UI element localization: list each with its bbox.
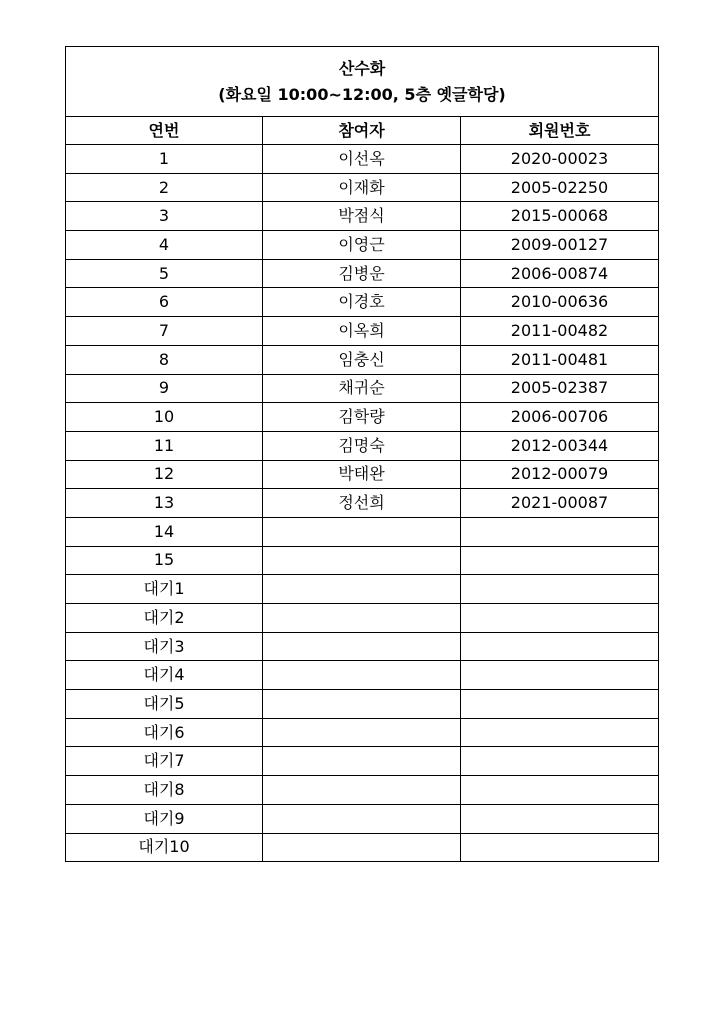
row-number: 대기3 xyxy=(66,632,263,661)
row-number: 6 xyxy=(66,288,263,317)
table-row xyxy=(66,690,659,719)
member-id xyxy=(461,804,659,833)
member-id: 2012-00344 xyxy=(461,431,659,460)
row-number: 대기7 xyxy=(66,747,263,776)
participant-name xyxy=(263,604,461,633)
row-number: 9 xyxy=(66,374,263,403)
row-number: 대기2 xyxy=(66,604,263,633)
table-row xyxy=(66,374,659,403)
member-id xyxy=(461,747,659,776)
document-title xyxy=(66,47,659,117)
table-row xyxy=(66,517,659,546)
row-number: 대기4 xyxy=(66,661,263,690)
table-row xyxy=(66,288,659,317)
participant-name xyxy=(263,804,461,833)
table-row xyxy=(66,804,659,833)
member-id: 2005-02387 xyxy=(461,374,659,403)
table-row xyxy=(66,546,659,575)
member-id: 2021-00087 xyxy=(461,489,659,518)
header-number: 연번 xyxy=(66,117,263,145)
table-row xyxy=(66,345,659,374)
member-id: 2015-00068 xyxy=(461,202,659,231)
table-row xyxy=(66,575,659,604)
row-number: 7 xyxy=(66,317,263,346)
row-number: 13 xyxy=(66,489,263,518)
member-id xyxy=(461,546,659,575)
table-row xyxy=(66,431,659,460)
participant-name xyxy=(263,747,461,776)
table-row xyxy=(66,747,659,776)
participant-name xyxy=(263,632,461,661)
member-id xyxy=(461,517,659,546)
row-number: 대기5 xyxy=(66,690,263,719)
table-row xyxy=(66,403,659,432)
row-number: 12 xyxy=(66,460,263,489)
participant-name xyxy=(263,517,461,546)
participant-name: 임충신 xyxy=(263,345,461,374)
member-id xyxy=(461,575,659,604)
participant-name: 박태완 xyxy=(263,460,461,489)
title-row xyxy=(66,47,659,117)
table-row xyxy=(66,718,659,747)
member-id: 2011-00481 xyxy=(461,345,659,374)
participant-name: 이영근 xyxy=(263,231,461,260)
table-row xyxy=(66,489,659,518)
row-number: 대기10 xyxy=(66,833,263,862)
participant-name xyxy=(263,718,461,747)
roster-table xyxy=(65,46,659,862)
participant-name xyxy=(263,661,461,690)
table-row xyxy=(66,173,659,202)
participant-name: 이옥희 xyxy=(263,317,461,346)
table-row xyxy=(66,833,659,862)
participant-name: 김명숙 xyxy=(263,431,461,460)
participant-name: 김학량 xyxy=(263,403,461,432)
row-number: 대기1 xyxy=(66,575,263,604)
member-id: 2011-00482 xyxy=(461,317,659,346)
participant-name xyxy=(263,690,461,719)
row-number: 대기9 xyxy=(66,804,263,833)
member-id xyxy=(461,776,659,805)
row-number: 5 xyxy=(66,259,263,288)
row-number: 대기6 xyxy=(66,718,263,747)
table-row xyxy=(66,202,659,231)
member-id: 2006-00874 xyxy=(461,259,659,288)
member-id: 2010-00636 xyxy=(461,288,659,317)
participant-name: 박점식 xyxy=(263,202,461,231)
participant-name xyxy=(263,575,461,604)
participant-name xyxy=(263,776,461,805)
member-id xyxy=(461,690,659,719)
table-row xyxy=(66,145,659,174)
row-number: 15 xyxy=(66,546,263,575)
member-id: 2012-00079 xyxy=(461,460,659,489)
row-number: 10 xyxy=(66,403,263,432)
member-id xyxy=(461,604,659,633)
participant-name: 채귀순 xyxy=(263,374,461,403)
table-row xyxy=(66,460,659,489)
row-number: 3 xyxy=(66,202,263,231)
participant-name: 김병운 xyxy=(263,259,461,288)
row-number: 대기8 xyxy=(66,776,263,805)
member-id: 2005-02250 xyxy=(461,173,659,202)
member-id: 2006-00706 xyxy=(461,403,659,432)
header-row xyxy=(66,117,659,145)
table-row xyxy=(66,776,659,805)
member-id xyxy=(461,661,659,690)
participant-name xyxy=(263,833,461,862)
participant-name: 이경호 xyxy=(263,288,461,317)
table-row xyxy=(66,259,659,288)
row-number: 8 xyxy=(66,345,263,374)
row-number: 1 xyxy=(66,145,263,174)
member-id xyxy=(461,718,659,747)
schedule-location: (화요일 10:00~12:00, 5층 옛글학당) xyxy=(218,84,506,104)
participant-name xyxy=(263,546,461,575)
participant-name: 정선희 xyxy=(263,489,461,518)
table-row xyxy=(66,632,659,661)
row-number: 4 xyxy=(66,231,263,260)
table-row xyxy=(66,317,659,346)
roster-body xyxy=(66,145,659,862)
table-row xyxy=(66,231,659,260)
participant-name: 이재화 xyxy=(263,173,461,202)
member-id xyxy=(461,632,659,661)
member-id: 2009-00127 xyxy=(461,231,659,260)
member-id xyxy=(461,833,659,862)
header-participant: 참여자 xyxy=(263,117,461,145)
participant-name: 이선옥 xyxy=(263,145,461,174)
header-member-id: 회원번호 xyxy=(461,117,659,145)
row-number: 11 xyxy=(66,431,263,460)
member-id: 2020-00023 xyxy=(461,145,659,174)
row-number: 14 xyxy=(66,517,263,546)
class-name: 산수화 xyxy=(338,58,386,78)
table-row xyxy=(66,661,659,690)
row-number: 2 xyxy=(66,173,263,202)
table-row xyxy=(66,604,659,633)
